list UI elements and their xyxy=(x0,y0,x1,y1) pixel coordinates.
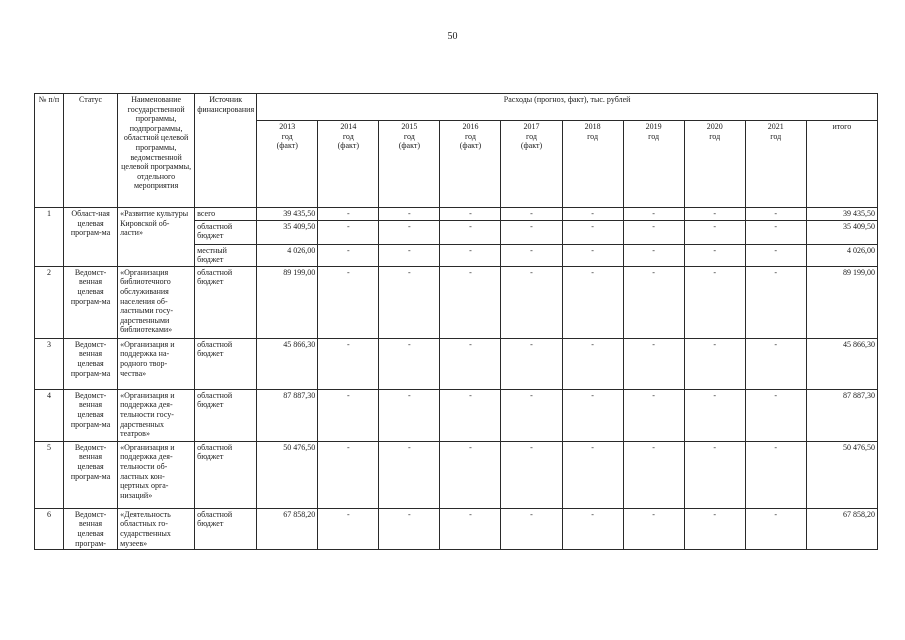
value-2014: - xyxy=(318,208,379,221)
header-source: Источник финансирования xyxy=(195,94,257,208)
value-2020: - xyxy=(684,338,745,389)
row-name: «Организация и поддержка на-родного твор-чества» xyxy=(118,338,195,389)
header-status: Статус xyxy=(64,94,118,208)
value-2017: - xyxy=(501,266,562,338)
year-number: 2017 xyxy=(523,122,540,131)
row-name: «Развитие культуры Кировской об-ласти» xyxy=(118,208,195,267)
row-name: «Организация библиотечного обслуживания населения об-ластными госу-дарственными библиотеками» xyxy=(118,266,195,338)
year-note: (факт) xyxy=(337,141,359,151)
year-word: год xyxy=(342,131,354,141)
value-total: 50 476,50 xyxy=(806,441,877,508)
year-note: (факт) xyxy=(520,141,543,151)
row-source: областной бюджет xyxy=(195,266,257,338)
year-word: год xyxy=(648,131,660,141)
row-name: «Организация и поддержка дея-тельности об-ластных кон-цертных орга-низаций» xyxy=(118,441,195,508)
value-2019: - xyxy=(623,441,684,508)
table-row xyxy=(35,508,878,549)
value-2015: - xyxy=(379,508,440,549)
year-word: год xyxy=(587,131,599,141)
year-number: 2020 xyxy=(706,122,723,131)
year-note: (факт) xyxy=(459,141,482,151)
value-2016: - xyxy=(440,441,501,508)
value-2016: - xyxy=(440,244,501,266)
row-status: Ведомст-венная целевая програм-ма xyxy=(64,389,118,441)
value-2020: - xyxy=(684,266,745,338)
row-num: 2 xyxy=(35,266,64,338)
value-2019: - xyxy=(623,508,684,549)
table-row xyxy=(35,389,878,441)
year-word: год xyxy=(709,131,721,141)
value-2015: - xyxy=(379,389,440,441)
value-2016: - xyxy=(440,208,501,221)
row-status: Област-ная целевая програм-ма xyxy=(64,208,118,267)
row-num: 5 xyxy=(35,441,64,508)
value-2021: - xyxy=(745,208,806,221)
value-2014: - xyxy=(318,244,379,266)
year-number: 2019 xyxy=(645,122,662,131)
year-number: 2021 xyxy=(767,122,784,131)
value-2013: 4 026,00 xyxy=(257,244,318,266)
value-2014: - xyxy=(318,508,379,549)
year-note: (факт) xyxy=(276,141,298,151)
value-2019: - xyxy=(623,338,684,389)
value-2018: - xyxy=(562,208,623,221)
value-2014: - xyxy=(318,441,379,508)
value-total: 67 858,20 xyxy=(806,508,877,549)
value-2020: - xyxy=(684,220,745,244)
value-2021: - xyxy=(745,244,806,266)
header-year-2016 xyxy=(440,121,501,208)
value-2019: - xyxy=(623,244,684,266)
value-total: 45 866,30 xyxy=(806,338,877,389)
header-year-2018 xyxy=(562,121,623,208)
year-number: 2016 xyxy=(462,122,479,131)
row-num: 6 xyxy=(35,508,64,549)
value-2019: - xyxy=(623,389,684,441)
value-2015: - xyxy=(379,266,440,338)
expenses-table xyxy=(34,93,878,550)
value-2020: - xyxy=(684,208,745,221)
table-row xyxy=(35,266,878,338)
value-2015: - xyxy=(379,220,440,244)
value-2016: - xyxy=(440,338,501,389)
value-2020: - xyxy=(684,508,745,549)
row-status: Ведомст-венная целевая програм-ма xyxy=(64,266,118,338)
row-status: Ведомст-венная целевая програм-ма xyxy=(64,441,118,508)
year-number: 2013 xyxy=(279,122,296,131)
value-2013: 67 858,20 xyxy=(257,508,318,549)
value-2013: 45 866,30 xyxy=(257,338,318,389)
row-source: местный бюджет xyxy=(195,244,257,266)
value-2019: - xyxy=(623,208,684,221)
year-word: год xyxy=(526,131,537,141)
value-2013: 39 435,50 xyxy=(257,208,318,221)
value-2017: - xyxy=(501,208,562,221)
row-source: областной бюджет xyxy=(195,441,257,508)
value-2018: - xyxy=(562,389,623,441)
value-2020: - xyxy=(684,389,745,441)
row-num: 3 xyxy=(35,338,64,389)
row-status: Ведомст-венная целевая програм-ма xyxy=(64,338,118,389)
year-note: (факт) xyxy=(398,141,421,151)
value-2017: - xyxy=(501,338,562,389)
value-2021: - xyxy=(745,266,806,338)
row-source: областной бюджет xyxy=(195,508,257,549)
value-2018: - xyxy=(562,220,623,244)
value-2020: - xyxy=(684,244,745,266)
value-2020: - xyxy=(684,441,745,508)
value-2018: - xyxy=(562,338,623,389)
value-2017: - xyxy=(501,389,562,441)
year-number: 2014 xyxy=(340,122,357,131)
value-2016: - xyxy=(440,220,501,244)
value-2021: - xyxy=(745,338,806,389)
value-2017: - xyxy=(501,441,562,508)
header-row-1 xyxy=(35,94,878,121)
year-word: год xyxy=(770,131,782,141)
value-2015: - xyxy=(379,338,440,389)
value-total: 35 409,50 xyxy=(806,220,877,244)
year-number: 2015 xyxy=(401,122,418,131)
value-2021: - xyxy=(745,508,806,549)
value-2014: - xyxy=(318,220,379,244)
value-2016: - xyxy=(440,508,501,549)
value-2018: - xyxy=(562,508,623,549)
year-word: год xyxy=(403,131,415,141)
value-2014: - xyxy=(318,389,379,441)
value-2014: - xyxy=(318,266,379,338)
year-word: год xyxy=(281,131,293,141)
header-year-2014 xyxy=(318,121,379,208)
header-year-2017 xyxy=(501,121,562,208)
row-name: «Организация и поддержка дея-тельности госу-дарственных театров» xyxy=(118,389,195,441)
value-2017: - xyxy=(501,508,562,549)
value-total: 39 435,50 xyxy=(806,208,877,221)
value-2016: - xyxy=(440,266,501,338)
row-num: 4 xyxy=(35,389,64,441)
header-name: Наименование государственной программы, подпрограммы, областной целевой программы, ведомственной целевой программы, отдельного мероприятия xyxy=(118,94,195,208)
value-2018: - xyxy=(562,244,623,266)
header-year-2021 xyxy=(745,121,806,208)
value-2018: - xyxy=(562,441,623,508)
value-2016: - xyxy=(440,389,501,441)
row-source: областной бюджет xyxy=(195,389,257,441)
value-2021: - xyxy=(745,389,806,441)
value-2013: 50 476,50 xyxy=(257,441,318,508)
header-year-2013 xyxy=(257,121,318,208)
value-2021: - xyxy=(745,220,806,244)
table-row xyxy=(35,338,878,389)
value-2019: - xyxy=(623,266,684,338)
page-number: 50 xyxy=(447,31,458,42)
header-expenses: Расходы (прогноз, факт), тыс. рублей xyxy=(257,94,878,121)
header-year-2015 xyxy=(379,121,440,208)
value-2017: - xyxy=(501,244,562,266)
row-name: «Деятельность областных го-сударственных музеев» xyxy=(118,508,195,549)
table-row xyxy=(35,441,878,508)
row-status: Ведомст-венная целевая програм- xyxy=(64,508,118,549)
value-2018: - xyxy=(562,266,623,338)
header-total: итого xyxy=(806,121,877,208)
value-2021: - xyxy=(745,441,806,508)
value-2019: - xyxy=(623,220,684,244)
year-number: 2018 xyxy=(584,122,601,131)
value-total: 87 887,30 xyxy=(806,389,877,441)
table-row xyxy=(35,208,878,221)
value-total: 89 199,00 xyxy=(806,266,877,338)
value-total: 4 026,00 xyxy=(806,244,877,266)
header-num: № п/п xyxy=(35,94,64,208)
header-year-2019 xyxy=(623,121,684,208)
row-source: всего xyxy=(195,208,257,221)
value-2014: - xyxy=(318,338,379,389)
row-num: 1 xyxy=(35,208,64,267)
value-2015: - xyxy=(379,208,440,221)
value-2013: 89 199,00 xyxy=(257,266,318,338)
value-2013: 87 887,30 xyxy=(257,389,318,441)
header-year-2020 xyxy=(684,121,745,208)
row-source: областной бюджет xyxy=(195,338,257,389)
value-2017: - xyxy=(501,220,562,244)
value-2015: - xyxy=(379,441,440,508)
row-source: областной бюджет xyxy=(195,220,257,244)
year-word: год xyxy=(464,131,476,141)
value-2013: 35 409,50 xyxy=(257,220,318,244)
value-2015: - xyxy=(379,244,440,266)
